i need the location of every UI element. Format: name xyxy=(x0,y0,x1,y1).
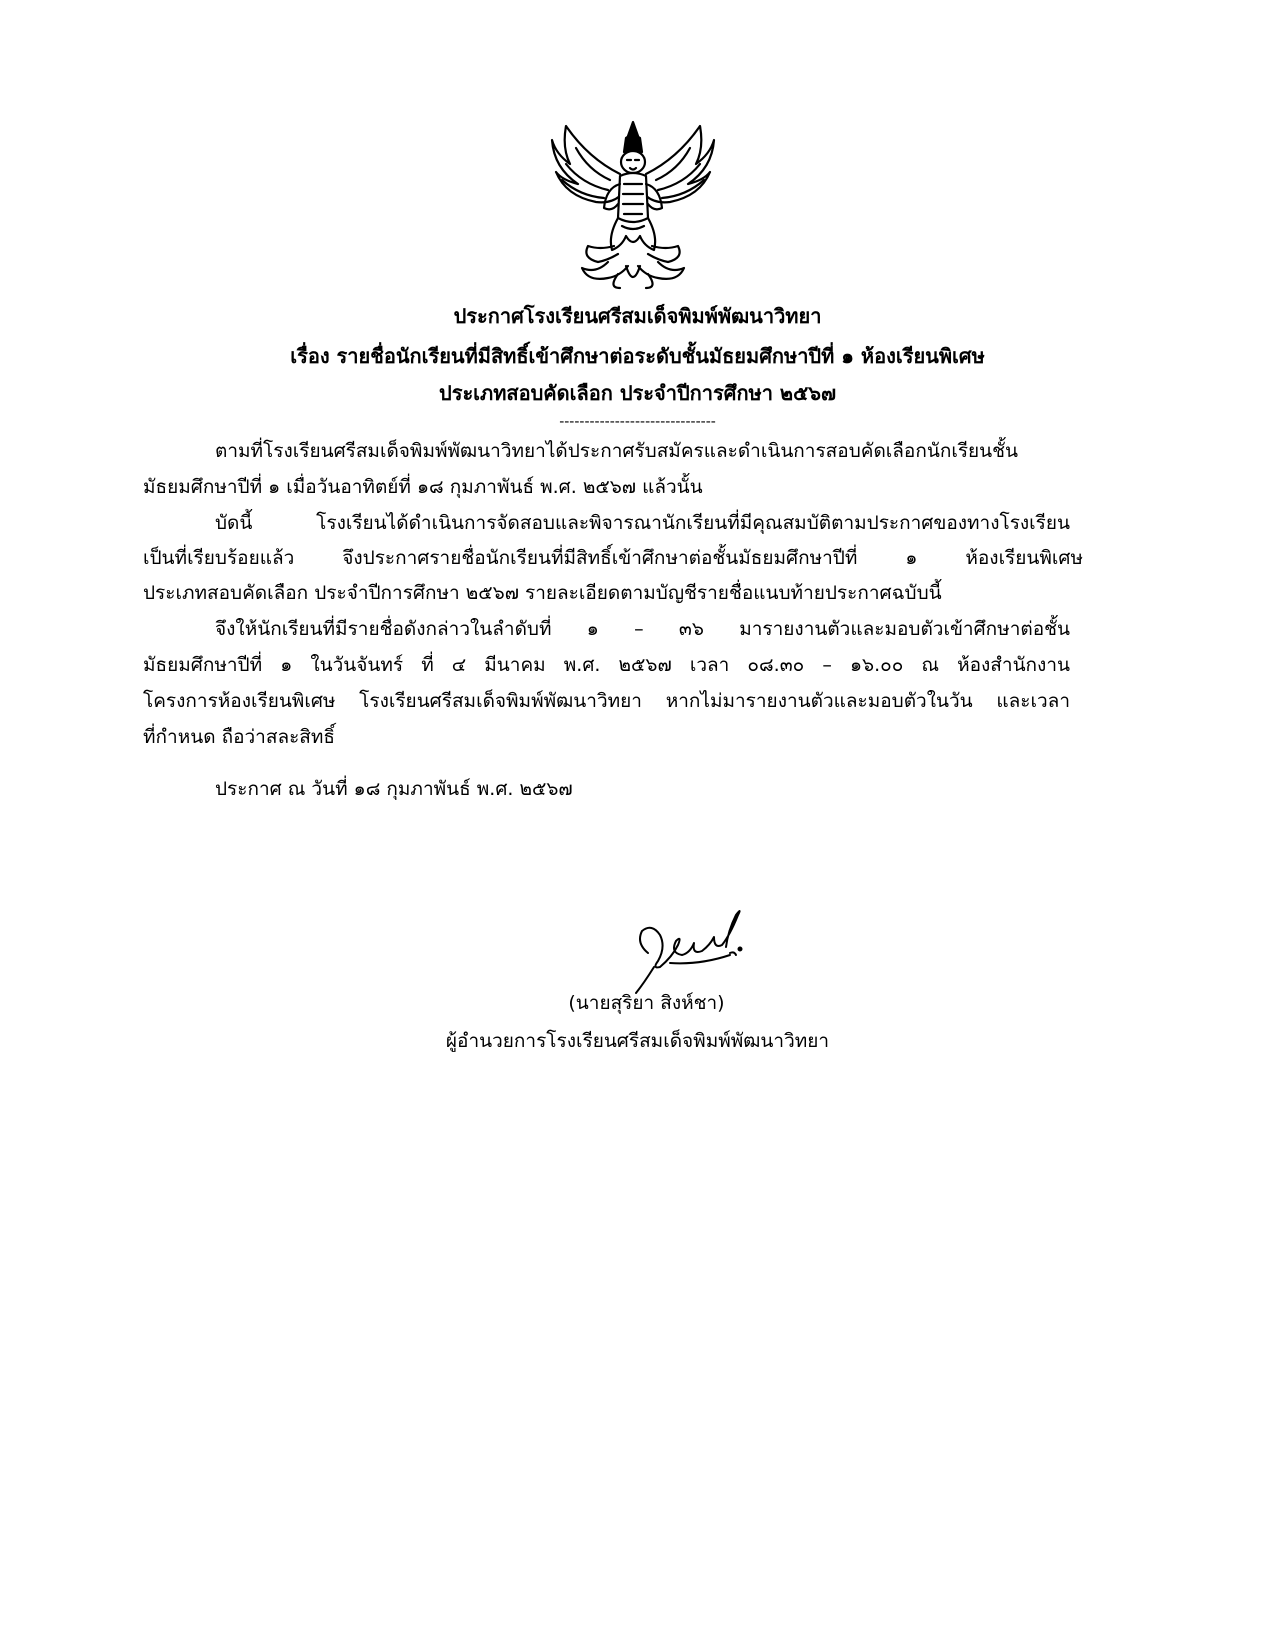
announcement-subject: เรื่อง รายชื่อนักเรียนที่มีสิทธิ์เข้าศึกษาต่อระดับชั้นมัธยมศึกษาปีที่ ๑ ห้องเรียนพิเศษ xyxy=(290,344,985,368)
signature-image xyxy=(630,905,755,1000)
paragraph-1-line-2: มัธยมศึกษาปีที่ ๑ เมื่อวันอาทิตย์ที่ ๑๘ กุมภาพันธ์ พ.ศ. ๒๕๖๗ แล้วนั้น xyxy=(143,476,703,498)
signer-position: ผู้อำนวยการโรงเรียนศรีสมเด็จพิมพ์พัฒนาวิทยา xyxy=(445,1030,830,1052)
paragraph-2-line-2: เป็นที่เรียบร้อยแล้ว จึงประกาศรายชื่อนักเรียนที่มีสิทธิ์เข้าศึกษาต่อชั้นมัธยมศึกษาปีที่ ๑ ห้องเรียนพิเศษ xyxy=(143,547,1083,569)
announcement-date: ประกาศ ณ วันที่ ๑๘ กุมภาพันธ์ พ.ศ. ๒๕๖๗ xyxy=(215,778,573,800)
garuda-emblem-icon xyxy=(548,118,718,290)
paragraph-3-line-4: ที่กำหนด ถือว่าสละสิทธิ์ xyxy=(143,726,336,748)
signer-name xyxy=(0,988,1275,1018)
announcement-title: ประกาศโรงเรียนศรีสมเด็จพิมพ์พัฒนาวิทยา xyxy=(453,304,822,328)
paragraph-2-line-3: ประเภทสอบคัดเลือก ประจำปีการศึกษา ๒๕๖๗ รายละเอียดตามบัญชีรายชื่อแนบท้ายประกาศฉบับนี้ xyxy=(143,582,942,604)
signer-name-text: (นายสุริยา สิงห์ชา) xyxy=(568,992,725,1014)
paragraph-1-line-1: ตามที่โรงเรียนศรีสมเด็จพิมพ์พัฒนาวิทยาได้ประกาศรับสมัครและดำเนินการสอบคัดเลือกนักเรียนชั้น xyxy=(215,440,1019,462)
paragraph-3-line-3: โครงการห้องเรียนพิเศษ โรงเรียนศรีสมเด็จพิมพ์พัฒนาวิทยา หากไม่มารายงานตัวและมอบตัวในวัน และเวลา xyxy=(143,690,1070,712)
paragraph-3-line-1: จึงให้นักเรียนที่มีรายชื่อดังกล่าวในลำดับที่ ๑ – ๓๖ มารายงานตัวและมอบตัวเข้าศึกษาต่อชั้น xyxy=(215,618,1070,640)
title-divider: ------------------------------- xyxy=(559,414,716,430)
announcement-subject-line2: ประเภทสอบคัดเลือก ประจำปีการศึกษา ๒๕๖๗ xyxy=(439,381,836,405)
paragraph-2-line-1: บัดนี้ โรงเรียนได้ดำเนินการจัดสอบและพิจารณานักเรียนที่มีคุณสมบัติตามประกาศของทางโรงเรียน xyxy=(215,512,1070,534)
paragraph-3-line-2: มัธยมศึกษาปีที่ ๑ ในวันจันทร์ ที่ ๔ มีนาคม พ.ศ. ๒๕๖๗ เวลา ๐๘.๓๐ – ๑๖.๐๐ ณ ห้องสำนักงาน xyxy=(143,654,1070,676)
